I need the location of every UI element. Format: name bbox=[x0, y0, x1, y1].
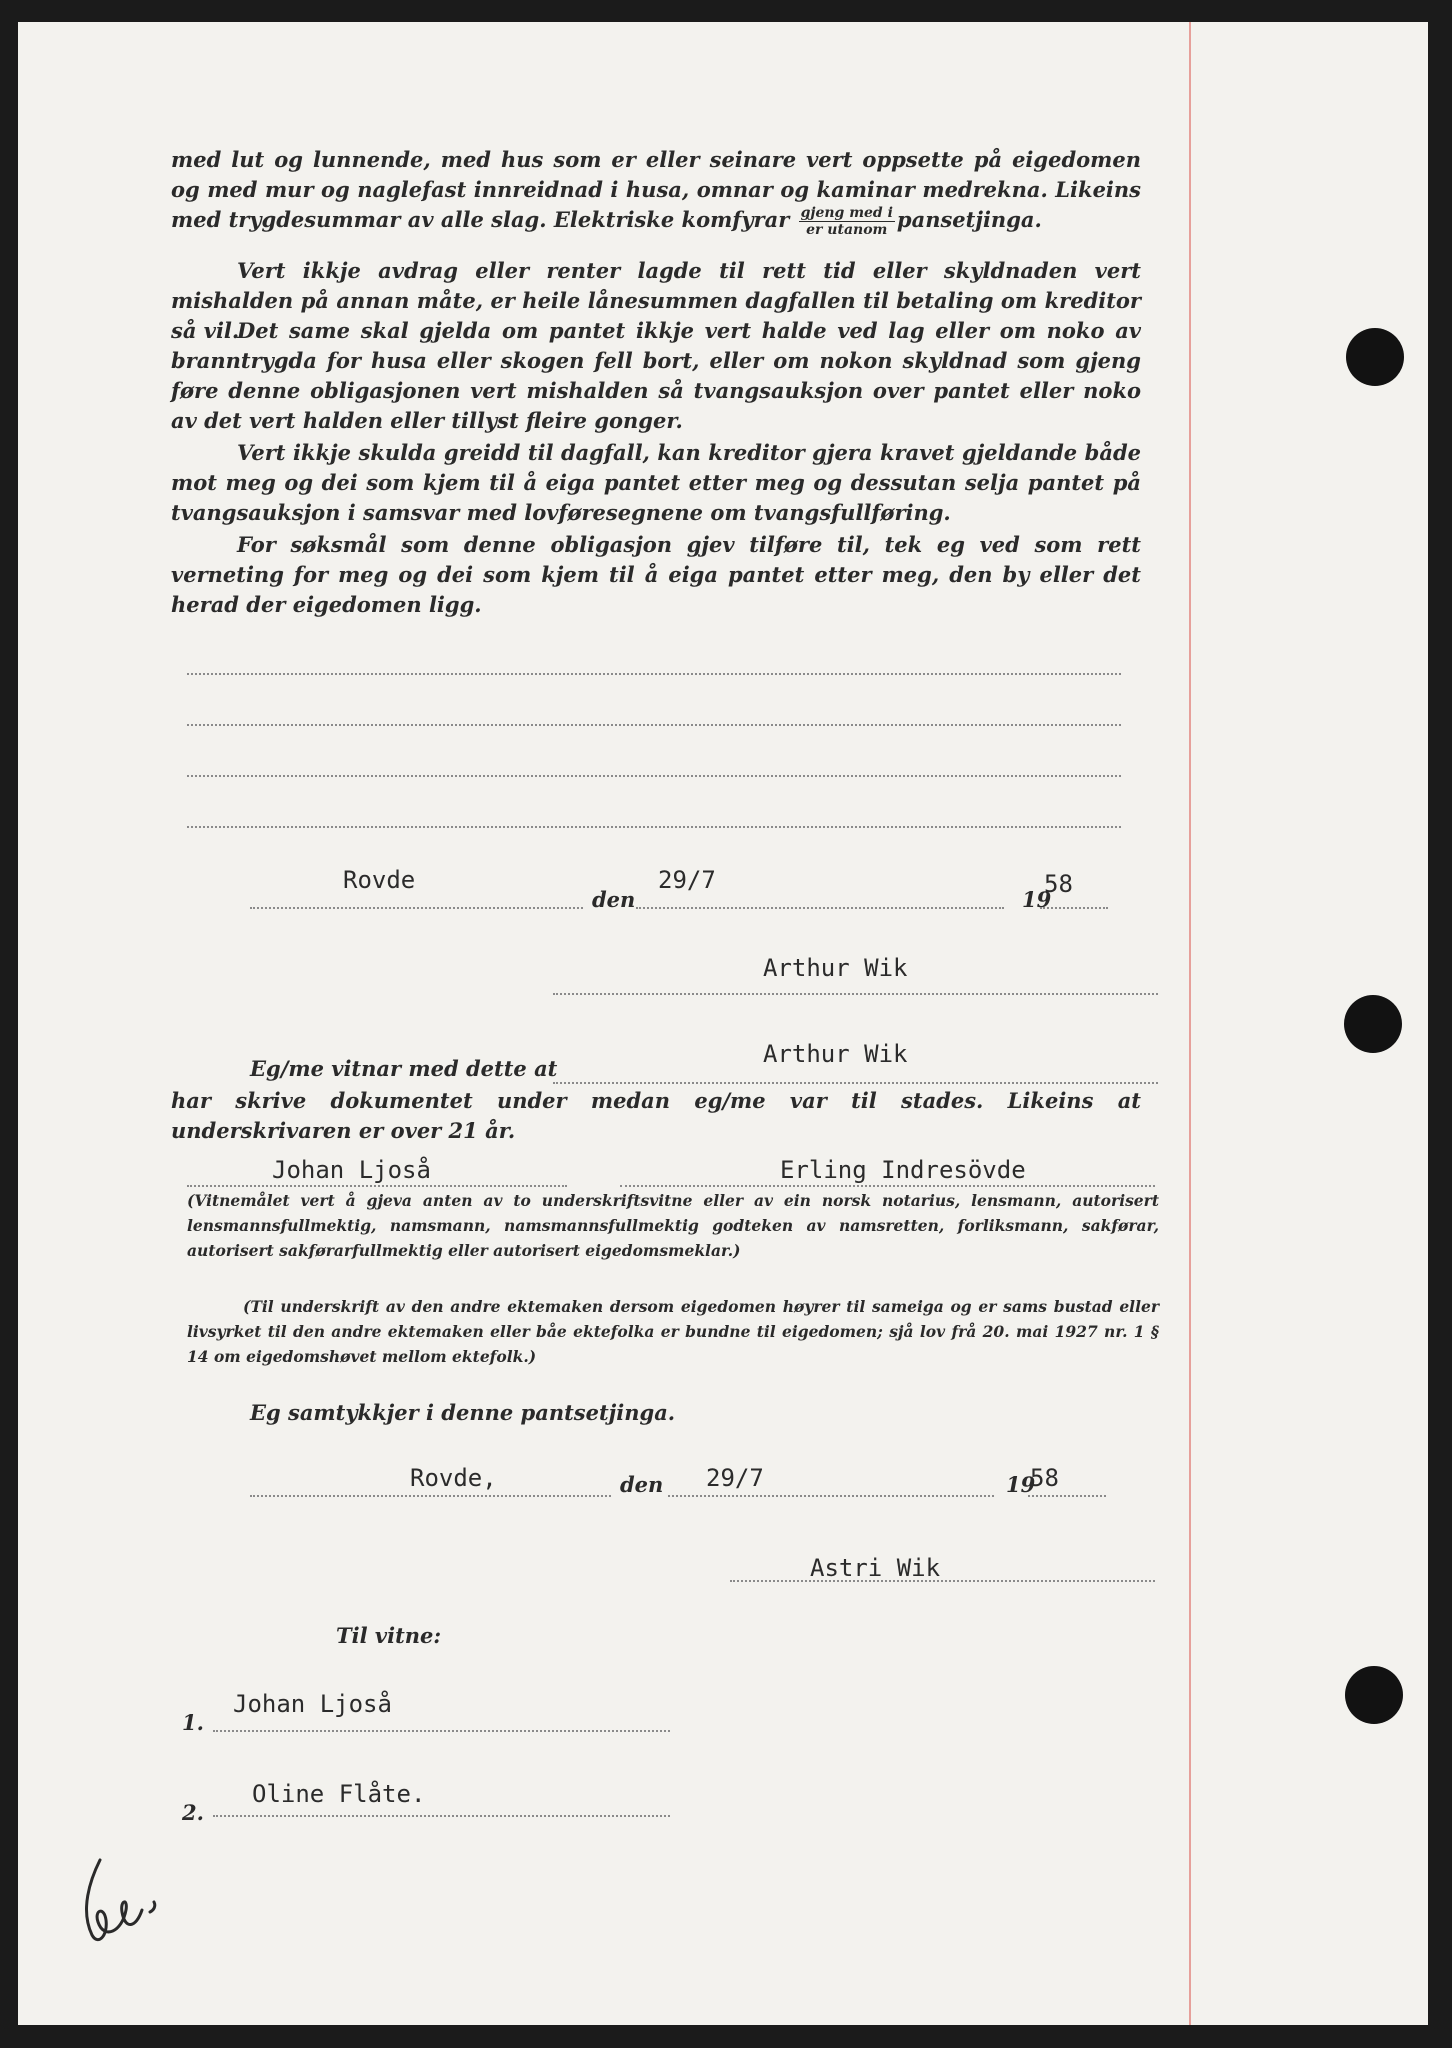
witness-number-1: 1. bbox=[182, 1710, 204, 1735]
witness-2-signature: Erling Indresövde bbox=[780, 1156, 1026, 1184]
witness-2-line bbox=[620, 1185, 1155, 1187]
fraction-choice: $\frac{\text{gjeng med i}}{\text{er utanom}}$ bbox=[800, 205, 893, 238]
til-vitne-label: Til vitne: bbox=[336, 1623, 442, 1648]
den-label-2: den bbox=[620, 1472, 664, 1497]
place-line-2 bbox=[250, 1495, 611, 1497]
blank-line bbox=[187, 673, 1121, 675]
date-value: 29/7 bbox=[658, 866, 716, 894]
witness-subject: Arthur Wik bbox=[763, 1040, 908, 1068]
spouse-note: (Til underskrift av den andre ektemaken dersom eigedomen høyrer til sameiga og er sams bustad eller livsyrket til den andre ektemaken eller båe ektefolka er bundne til eigedomen; sjå lov frå 20. mai 1927 nr. 1 § 14 om eigedomshøvet mellom ektefolk.) bbox=[187, 1297, 1159, 1366]
handwritten-initials bbox=[70, 1840, 180, 1960]
witness-subject-line bbox=[553, 1082, 1158, 1084]
place-value: Rovde bbox=[343, 866, 416, 894]
paragraph-property-scope: med lut og lunnende, med hus som er eller seinare vert oppsette på eigedomen og med mur og naglefast innreidnad i husa, omnar og kaminar medrekna. Likeins med trygdesummar av alle slag. Elektriske komfyrar $\frac{\text{gjeng med i}}{\text{er utanom}}$ pansetjinga. bbox=[171, 147, 1141, 238]
margin-rule bbox=[1189, 22, 1191, 2025]
punch-hole bbox=[1344, 995, 1402, 1053]
blank-line bbox=[187, 724, 1121, 726]
year-prefix: 19 bbox=[1022, 887, 1052, 912]
initials-stroke bbox=[150, 1902, 155, 1912]
date-line-2 bbox=[668, 1495, 994, 1497]
year-prefix-2: 19 bbox=[1006, 1472, 1036, 1497]
witness-1-signature: Johan Ljoså bbox=[272, 1156, 431, 1184]
witness-line-1 bbox=[213, 1730, 670, 1732]
consent-text: Eg samtykkjer i denne pantsetjinga. bbox=[250, 1400, 676, 1425]
spouse-signature-line bbox=[730, 1580, 1155, 1582]
witness-note: (Vitnemålet vert å gjeva anten av to underskriftsvitne eller av ein norsk notarius, lensmann, autorisert lensmannsfullmektig, namsmann, namsmannsfullmektig godteken av namsretten, forliksmann, sakførar, autorisert sakførarfullmektig eller autorisert eigedomsmeklar.) bbox=[187, 1191, 1159, 1260]
blank-line bbox=[187, 826, 1121, 828]
spouse-signer-name: Astri Wik bbox=[810, 1554, 941, 1582]
place-line bbox=[250, 907, 583, 909]
year-line-2 bbox=[1028, 1495, 1106, 1497]
date-line bbox=[636, 907, 1004, 909]
year-value: 58 bbox=[1044, 870, 1073, 898]
witness-statement-text: har skrive dokumentet under medan eg/me var til stades. Likeins at underskrivaren er over 21 år. bbox=[171, 1088, 1141, 1143]
signer-name: Arthur Wik bbox=[763, 954, 908, 982]
year-value-2: 58 bbox=[1030, 1464, 1059, 1492]
witness-statement-intro: Eg/me vitnar med dette at bbox=[250, 1056, 558, 1081]
blank-line bbox=[187, 775, 1121, 777]
witness-name-1: Johan Ljoså bbox=[233, 1690, 392, 1718]
date-value-2: 29/7 bbox=[706, 1464, 764, 1492]
witness-name-2: Oline Flåte. bbox=[252, 1780, 426, 1808]
witness-line-2 bbox=[213, 1815, 670, 1817]
place-value-2: Rovde, bbox=[410, 1464, 497, 1492]
year-line bbox=[1040, 907, 1108, 909]
paragraph-insurance: Det same skal gjelda om pantet ikkje vert halde ved lag eller om noko av branntrygda for husa eller skogen fell bort, eller om nokon skyldnad som gjeng føre denne obligasjonen vert mishalden så tvangsauksjon over pantet eller noko av det vert halden eller tillyst fleire gonger. bbox=[171, 318, 1141, 433]
paragraph-default: Vert ikkje avdrag eller renter lagde til rett tid eller skyldnaden vert mishalden på annan måte, er heile lånesummen dagfallen til betaling om kreditor så vil. bbox=[171, 258, 1141, 343]
initials-stroke bbox=[87, 1860, 142, 1940]
punch-hole bbox=[1345, 1666, 1403, 1724]
punch-hole bbox=[1346, 328, 1404, 386]
paragraph-enforcement: Vert ikkje skulda greidd til dagfall, kan kreditor gjera kravet gjeldande både mot meg og dei som kjem til å eiga pantet etter meg og dessutan selja pantet på tvangsauksjon i samsvar med lovføresegnene om tvangsfullføring. bbox=[171, 440, 1141, 525]
paragraph-venue: For søksmål som denne obligasjon gjev tilføre til, tek eg ved som rett verneting for meg og dei som kjem til å eiga pantet etter meg, den by eller det herad der eigedomen ligg. bbox=[171, 532, 1141, 617]
witness-number-2: 2. bbox=[182, 1800, 204, 1825]
den-label: den bbox=[592, 887, 636, 912]
signature-line bbox=[553, 993, 1158, 995]
witness-1-line bbox=[187, 1185, 567, 1187]
